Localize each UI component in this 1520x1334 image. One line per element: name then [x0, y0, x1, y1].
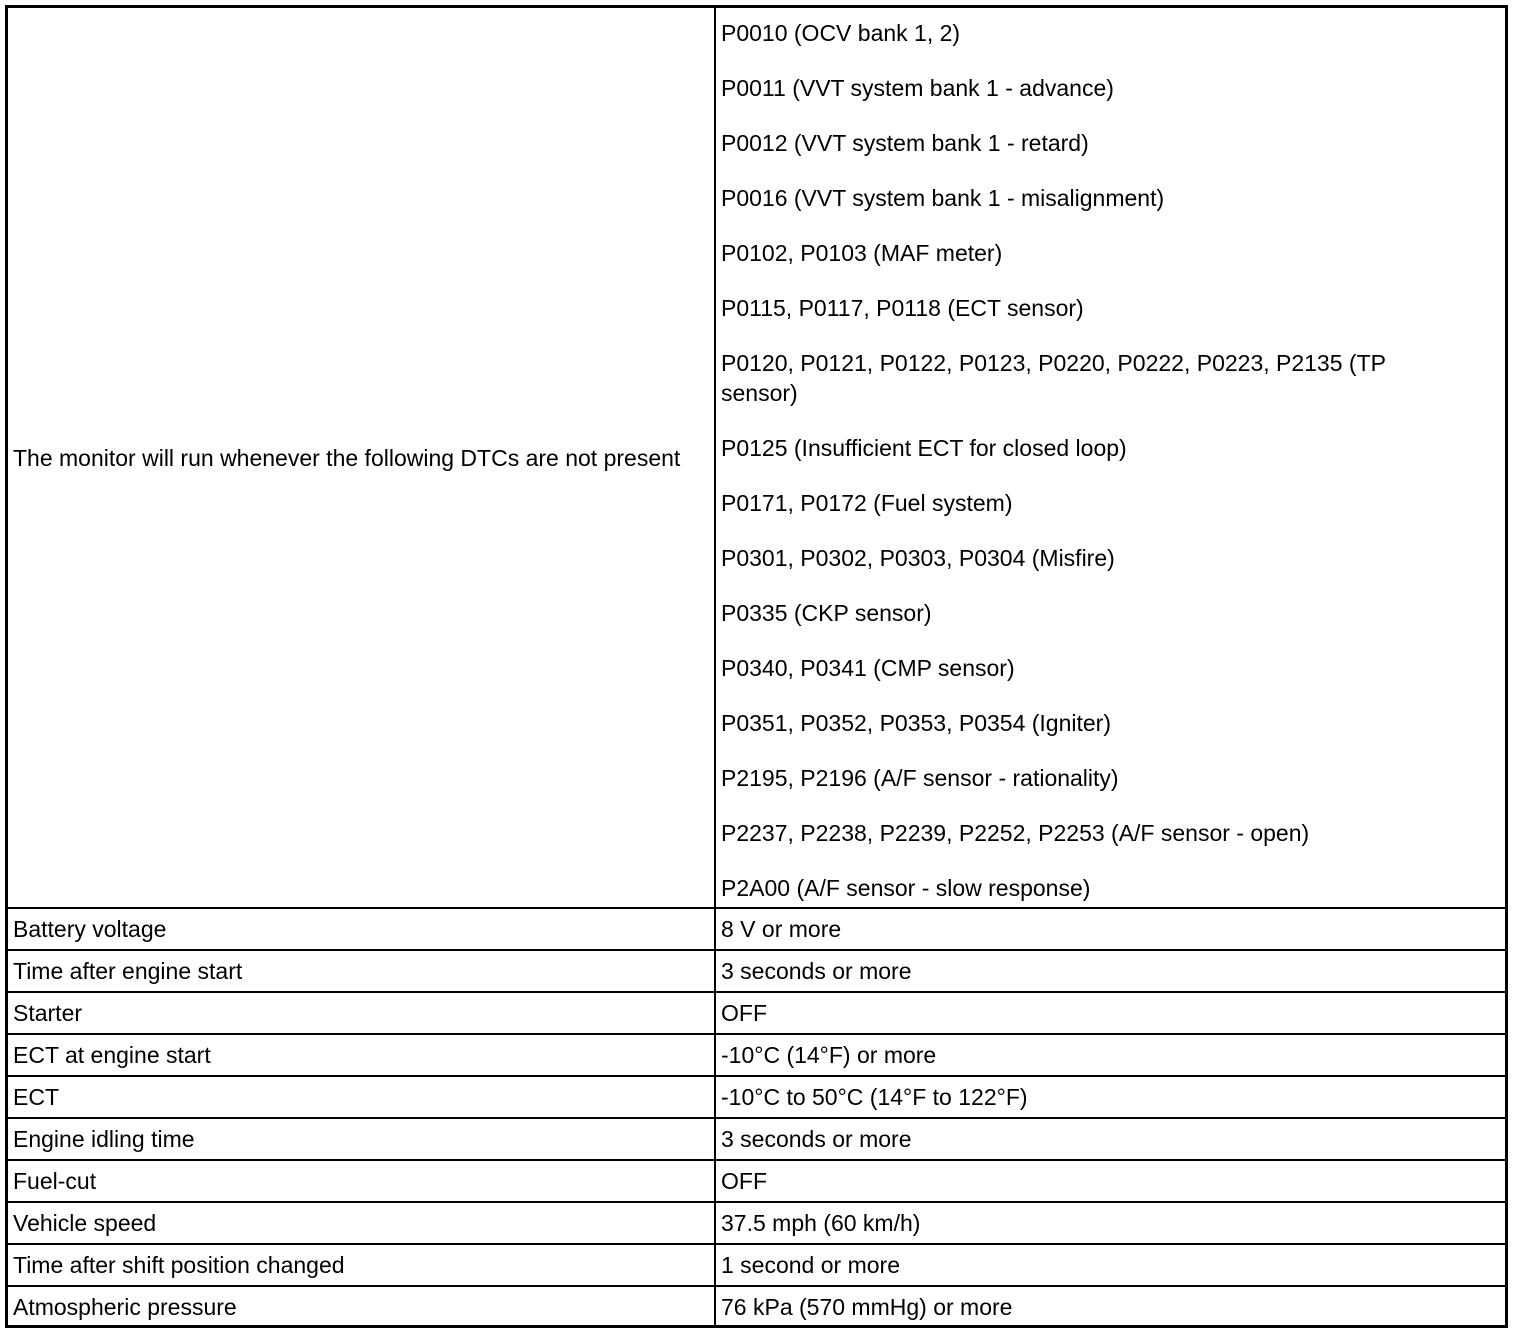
- table-row: [8, 950, 1505, 992]
- condition-value: OFF: [715, 1160, 1505, 1202]
- condition-value: 37.5 mph (60 km/h): [715, 1202, 1505, 1244]
- dtc-item: P0102, P0103 (MAF meter): [721, 240, 1003, 266]
- dtc-item: P2A00 (A/F sensor - slow response): [721, 875, 1091, 901]
- table-row: [8, 1076, 1505, 1118]
- dtc-item: P0125 (Insufficient ECT for closed loop): [721, 435, 1127, 461]
- table-row: [8, 1118, 1505, 1160]
- table-row: [8, 1202, 1505, 1244]
- condition-label: Vehicle speed: [8, 1202, 715, 1244]
- dtc-item: P0301, P0302, P0303, P0304 (Misfire): [721, 545, 1115, 571]
- condition-label: Fuel-cut: [8, 1160, 715, 1202]
- condition-label: ECT at engine start: [8, 1034, 715, 1076]
- dtc-item: P2237, P2238, P2239, P2252, P2253 (A/F sensor - open): [721, 820, 1310, 846]
- table-row: [8, 1286, 1505, 1327]
- condition-label: Battery voltage: [8, 908, 715, 950]
- monitor-conditions-table: [8, 8, 1505, 1327]
- condition-value: OFF: [715, 992, 1505, 1034]
- dtc-item: P0171, P0172 (Fuel system): [721, 490, 1013, 516]
- condition-label: Time after shift position changed: [8, 1244, 715, 1286]
- table-row: [8, 1160, 1505, 1202]
- condition-label: Atmospheric pressure: [8, 1286, 715, 1327]
- dtc-item: P0340, P0341 (CMP sensor): [721, 655, 1015, 681]
- condition-value: -10°C (14°F) or more: [715, 1034, 1505, 1076]
- dtc-item: P0335 (CKP sensor): [721, 600, 932, 626]
- condition-value: 76 kPa (570 mmHg) or more: [715, 1286, 1505, 1327]
- dtc-item: P0351, P0352, P0353, P0354 (Igniter): [721, 710, 1112, 736]
- condition-label: Engine idling time: [8, 1118, 715, 1160]
- condition-value: 3 seconds or more: [715, 1118, 1505, 1160]
- table-row: [8, 1244, 1505, 1286]
- condition-label: Time after engine start: [8, 950, 715, 992]
- condition-value: 3 seconds or more: [715, 950, 1505, 992]
- condition-value: 8 V or more: [715, 908, 1505, 950]
- table-row: [8, 992, 1505, 1034]
- condition-value: -10°C to 50°C (14°F to 122°F): [715, 1076, 1505, 1118]
- conditions-table-frame: [5, 5, 1508, 1328]
- monitor-condition-label: The monitor will run whenever the following DTCs are not present: [8, 8, 715, 908]
- condition-label: ECT: [8, 1076, 715, 1118]
- dtc-item: P0012 (VVT system bank 1 - retard): [721, 130, 1089, 156]
- condition-value: 1 second or more: [715, 1244, 1505, 1286]
- dtc-list: [715, 8, 1505, 908]
- dtc-item: P0016 (VVT system bank 1 - misalignment): [721, 185, 1165, 211]
- table-row: [8, 1034, 1505, 1076]
- condition-label: Starter: [8, 992, 715, 1034]
- table-row: [8, 908, 1505, 950]
- dtc-item: P0010 (OCV bank 1, 2): [721, 20, 961, 46]
- table-row-monitor-dtcs: [8, 8, 1505, 908]
- dtc-item: P0120, P0121, P0122, P0123, P0220, P0222, P0223, P2135 (TP sensor): [721, 350, 1386, 406]
- dtc-item: P0011 (VVT system bank 1 - advance): [721, 75, 1114, 101]
- dtc-item: P0115, P0117, P0118 (ECT sensor): [721, 295, 1084, 321]
- dtc-item: P2195, P2196 (A/F sensor - rationality): [721, 765, 1119, 791]
